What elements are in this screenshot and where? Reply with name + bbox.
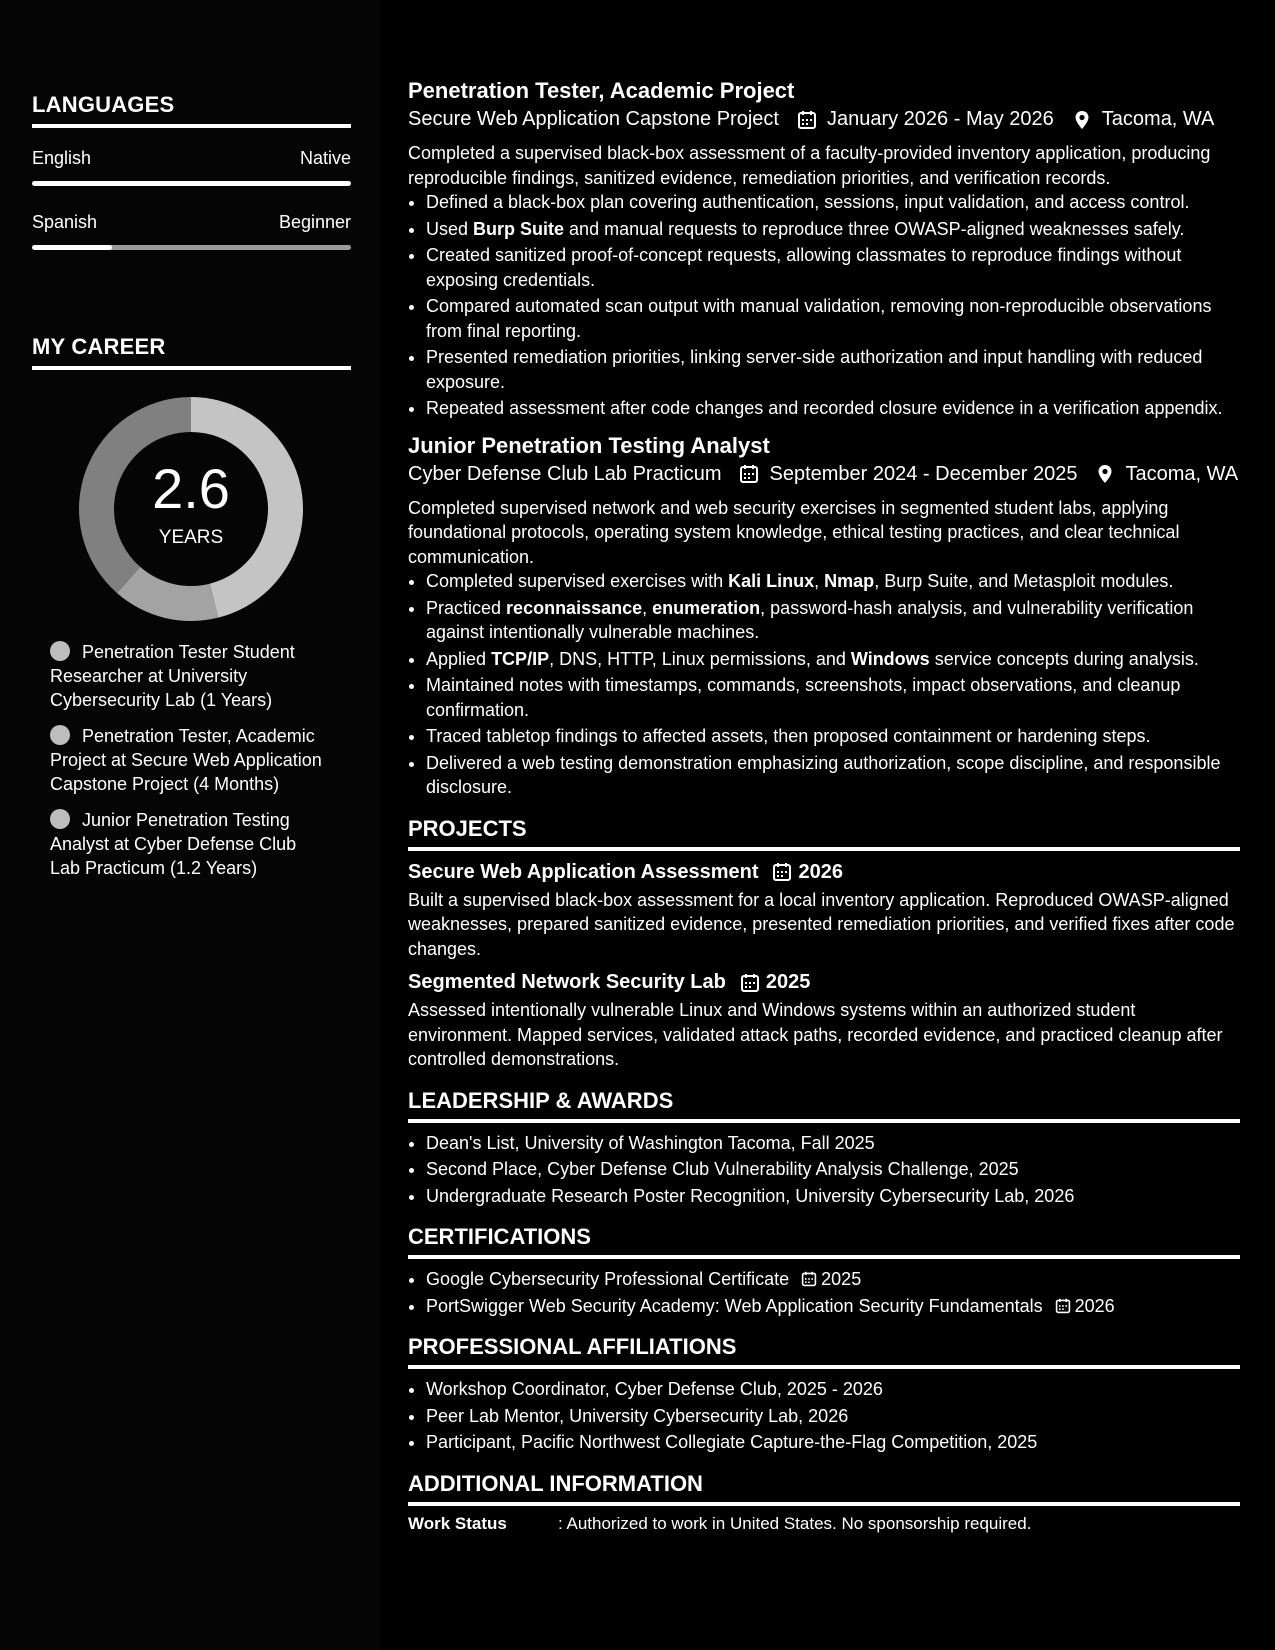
job-org: Secure Web Application Capstone Project	[408, 108, 779, 130]
calendar-icon	[1055, 1298, 1071, 1314]
career-section	[32, 334, 351, 954]
language-name: English	[32, 148, 92, 168]
additional-section	[408, 1471, 1240, 1534]
job-bullet: • Created sanitized proof-of-concept requests, allowing classmates to reproduce findings without exposing credentials.	[426, 243, 1240, 292]
affiliations-list	[408, 1377, 1240, 1455]
job-summary: Completed a supervised black-box assessment of a faculty-provided inventory application, producing reproducible findings, sanitized evidence, remediation priorities, and verification records.	[408, 143, 1211, 188]
job-bullet: • Compared automated scan output with manual validation, removing non-reproducible observations from final reporting.	[426, 294, 1240, 343]
projects-heading: PROJECTS	[408, 816, 1240, 851]
certification-year: 2025	[821, 1269, 862, 1289]
language-level: Beginner	[278, 212, 351, 232]
award-item: • Dean's List, University of Washington Tacoma, Fall 2025	[426, 1131, 1240, 1156]
certification-year: 2026	[1074, 1295, 1115, 1316]
job-bullets	[408, 190, 1240, 421]
job-bullet: • Used Burp Suite and manual requests to reproduce three OWASP-aligned weaknesses safely.	[426, 217, 1240, 242]
certifications-heading: CERTIFICATIONS	[408, 1224, 1240, 1259]
language-level: Native	[299, 148, 351, 168]
project-title: Segmented Network Security Lab	[408, 971, 726, 993]
career-legend-label: Penetration Tester Student Researcher at University Cybersecurity Lab (1 Years)	[50, 642, 295, 710]
job-location: Tacoma, WA	[1101, 108, 1215, 130]
award-item: • Undergraduate Research Poster Recognition, University Cybersecurity Lab, 2026	[426, 1184, 1240, 1209]
project-year: 2026	[798, 860, 843, 883]
project-desc: Built a supervised black-box assessment for a local inventory application. Reproduced OWASP-aligned weaknesses, prepared sanitized evidence, presented remediation priorities, and verified fixes after code changes.	[408, 889, 1235, 959]
career-legend-label: Penetration Tester, Academic Project at Secure Web Application Capstone Project (4 Months)	[50, 726, 322, 794]
project-desc: Assessed intentionally vulnerable Linux and Windows systems within an authorized student environment. Mapped services, validated attack paths, recorded evidence, and practiced cleanup after controlled demonstrations.	[408, 1000, 1223, 1069]
awards-heading: LEADERSHIP & AWARDS	[408, 1088, 1240, 1123]
job-org: Cyber Defense Club Lab Practicum	[408, 462, 722, 485]
job-meta	[408, 108, 1240, 131]
calendar-icon	[739, 464, 759, 484]
career-total-value: 2.6	[152, 457, 230, 520]
certification-name: Google Cybersecurity Professional Certificate	[426, 1269, 790, 1289]
location-pin-icon	[1095, 464, 1115, 484]
career-donut	[66, 384, 316, 634]
job-location: Tacoma, WA	[1125, 462, 1239, 485]
language-item	[32, 212, 351, 250]
affiliation-item: • Peer Lab Mentor, University Cybersecurity Lab, 2026	[426, 1404, 1240, 1429]
project-item	[408, 861, 1240, 962]
job-bullet: • Delivered a web testing demonstration emphasizing authorization, scope discipline, and responsible disclosure.	[426, 751, 1240, 800]
language-bar-fill	[32, 245, 112, 250]
career-total-unit: YEARS	[158, 527, 224, 548]
language-bar-fill	[32, 181, 351, 186]
certification-name: PortSwigger Web Security Academy: Web Application Security Fundamentals	[426, 1295, 1043, 1316]
additional-value: : Authorized to work in United States. No sponsorship required.	[558, 1513, 1032, 1533]
job-dates: September 2024 - December 2025	[769, 462, 1078, 485]
job-bullet: • Completed supervised exercises with Kali Linux, Nmap, Burp Suite, and Metasploit modules.	[426, 569, 1240, 594]
job-bullet: • Applied TCP/IP, DNS, HTTP, Linux permissions, and Windows service concepts during analysis.	[426, 647, 1240, 672]
project-item	[408, 971, 1240, 1072]
job-bullet: • Repeated assessment after code changes and recorded closure evidence in a verification appendix.	[426, 396, 1240, 421]
calendar-icon	[772, 862, 792, 882]
job-summary: Completed supervised network and web security exercises in segmented student labs, applying foundational protocols, operating system knowledge, ethical testing practices, and clear technical communication.	[408, 497, 1180, 567]
job-bullet: • Defined a black-box plan covering authentication, sessions, input validation, and access control.	[426, 190, 1240, 215]
job-title: Junior Penetration Testing Analyst	[408, 432, 770, 458]
job-title: Penetration Tester, Academic Project	[408, 78, 795, 103]
affiliation-item: • Workshop Coordinator, Cyber Defense Club, 2025 - 2026	[426, 1377, 1240, 1402]
career-heading: MY CAREER	[32, 334, 351, 370]
career-legend	[50, 640, 330, 892]
career-legend-item	[50, 724, 330, 796]
experience-item	[408, 78, 1240, 421]
main-content	[380, 0, 1275, 1650]
legend-dot-icon	[50, 641, 70, 661]
job-dates: January 2026 - May 2026	[826, 108, 1054, 130]
certification-item	[426, 1267, 1240, 1292]
projects-section	[408, 816, 1240, 1072]
sidebar	[0, 0, 380, 1650]
job-bullet: • Presented remediation priorities, linking server-side authorization and input handling with reduced exposure.	[426, 345, 1240, 394]
job-bullet: • Traced tabletop findings to affected assets, then proposed containment or hardening steps.	[426, 724, 1240, 749]
calendar-icon	[801, 1271, 817, 1287]
career-legend-item	[50, 808, 330, 880]
additional-row	[408, 1514, 1240, 1534]
legend-dot-icon	[50, 725, 70, 745]
location-pin-icon	[1072, 110, 1092, 130]
language-bar	[32, 181, 351, 186]
legend-dot-icon	[50, 809, 70, 829]
awards-section	[408, 1088, 1240, 1209]
affiliations-heading: PROFESSIONAL AFFILIATIONS	[408, 1334, 1240, 1369]
language-item	[32, 148, 351, 186]
certification-item	[426, 1294, 1240, 1319]
calendar-icon	[797, 110, 817, 130]
job-bullet: • Maintained notes with timestamps, commands, screenshots, impact observations, and cleanup confirmation.	[426, 673, 1240, 722]
additional-key: Work Status	[408, 1513, 507, 1533]
affiliation-item: • Participant, Pacific Northwest Collegiate Capture-the-Flag Competition, 2025	[426, 1430, 1240, 1455]
certifications-section	[408, 1224, 1240, 1318]
project-title: Secure Web Application Assessment	[408, 860, 759, 883]
languages-heading: LANGUAGES	[32, 92, 351, 128]
job-bullets	[408, 569, 1240, 800]
additional-heading: ADDITIONAL INFORMATION	[408, 1471, 1240, 1506]
languages-section	[32, 92, 351, 250]
award-item: • Second Place, Cyber Defense Club Vulnerability Analysis Challenge, 2025	[426, 1157, 1240, 1182]
career-legend-item	[50, 640, 330, 712]
job-meta	[408, 463, 1240, 486]
language-name: Spanish	[32, 212, 98, 232]
certifications-list	[408, 1267, 1240, 1318]
affiliations-section	[408, 1334, 1240, 1455]
career-legend-label: Junior Penetration Testing Analyst at Cyber Defense Club Lab Practicum (1.2 Years)	[50, 810, 297, 878]
job-bullet: • Practiced reconnaissance, enumeration, password-hash analysis, and vulnerability verification against intentionally vulnerable machines.	[426, 596, 1240, 645]
experience-item	[408, 433, 1240, 800]
language-bar	[32, 245, 351, 250]
calendar-icon	[740, 973, 760, 993]
project-year: 2025	[765, 971, 811, 993]
awards-list	[408, 1131, 1240, 1209]
